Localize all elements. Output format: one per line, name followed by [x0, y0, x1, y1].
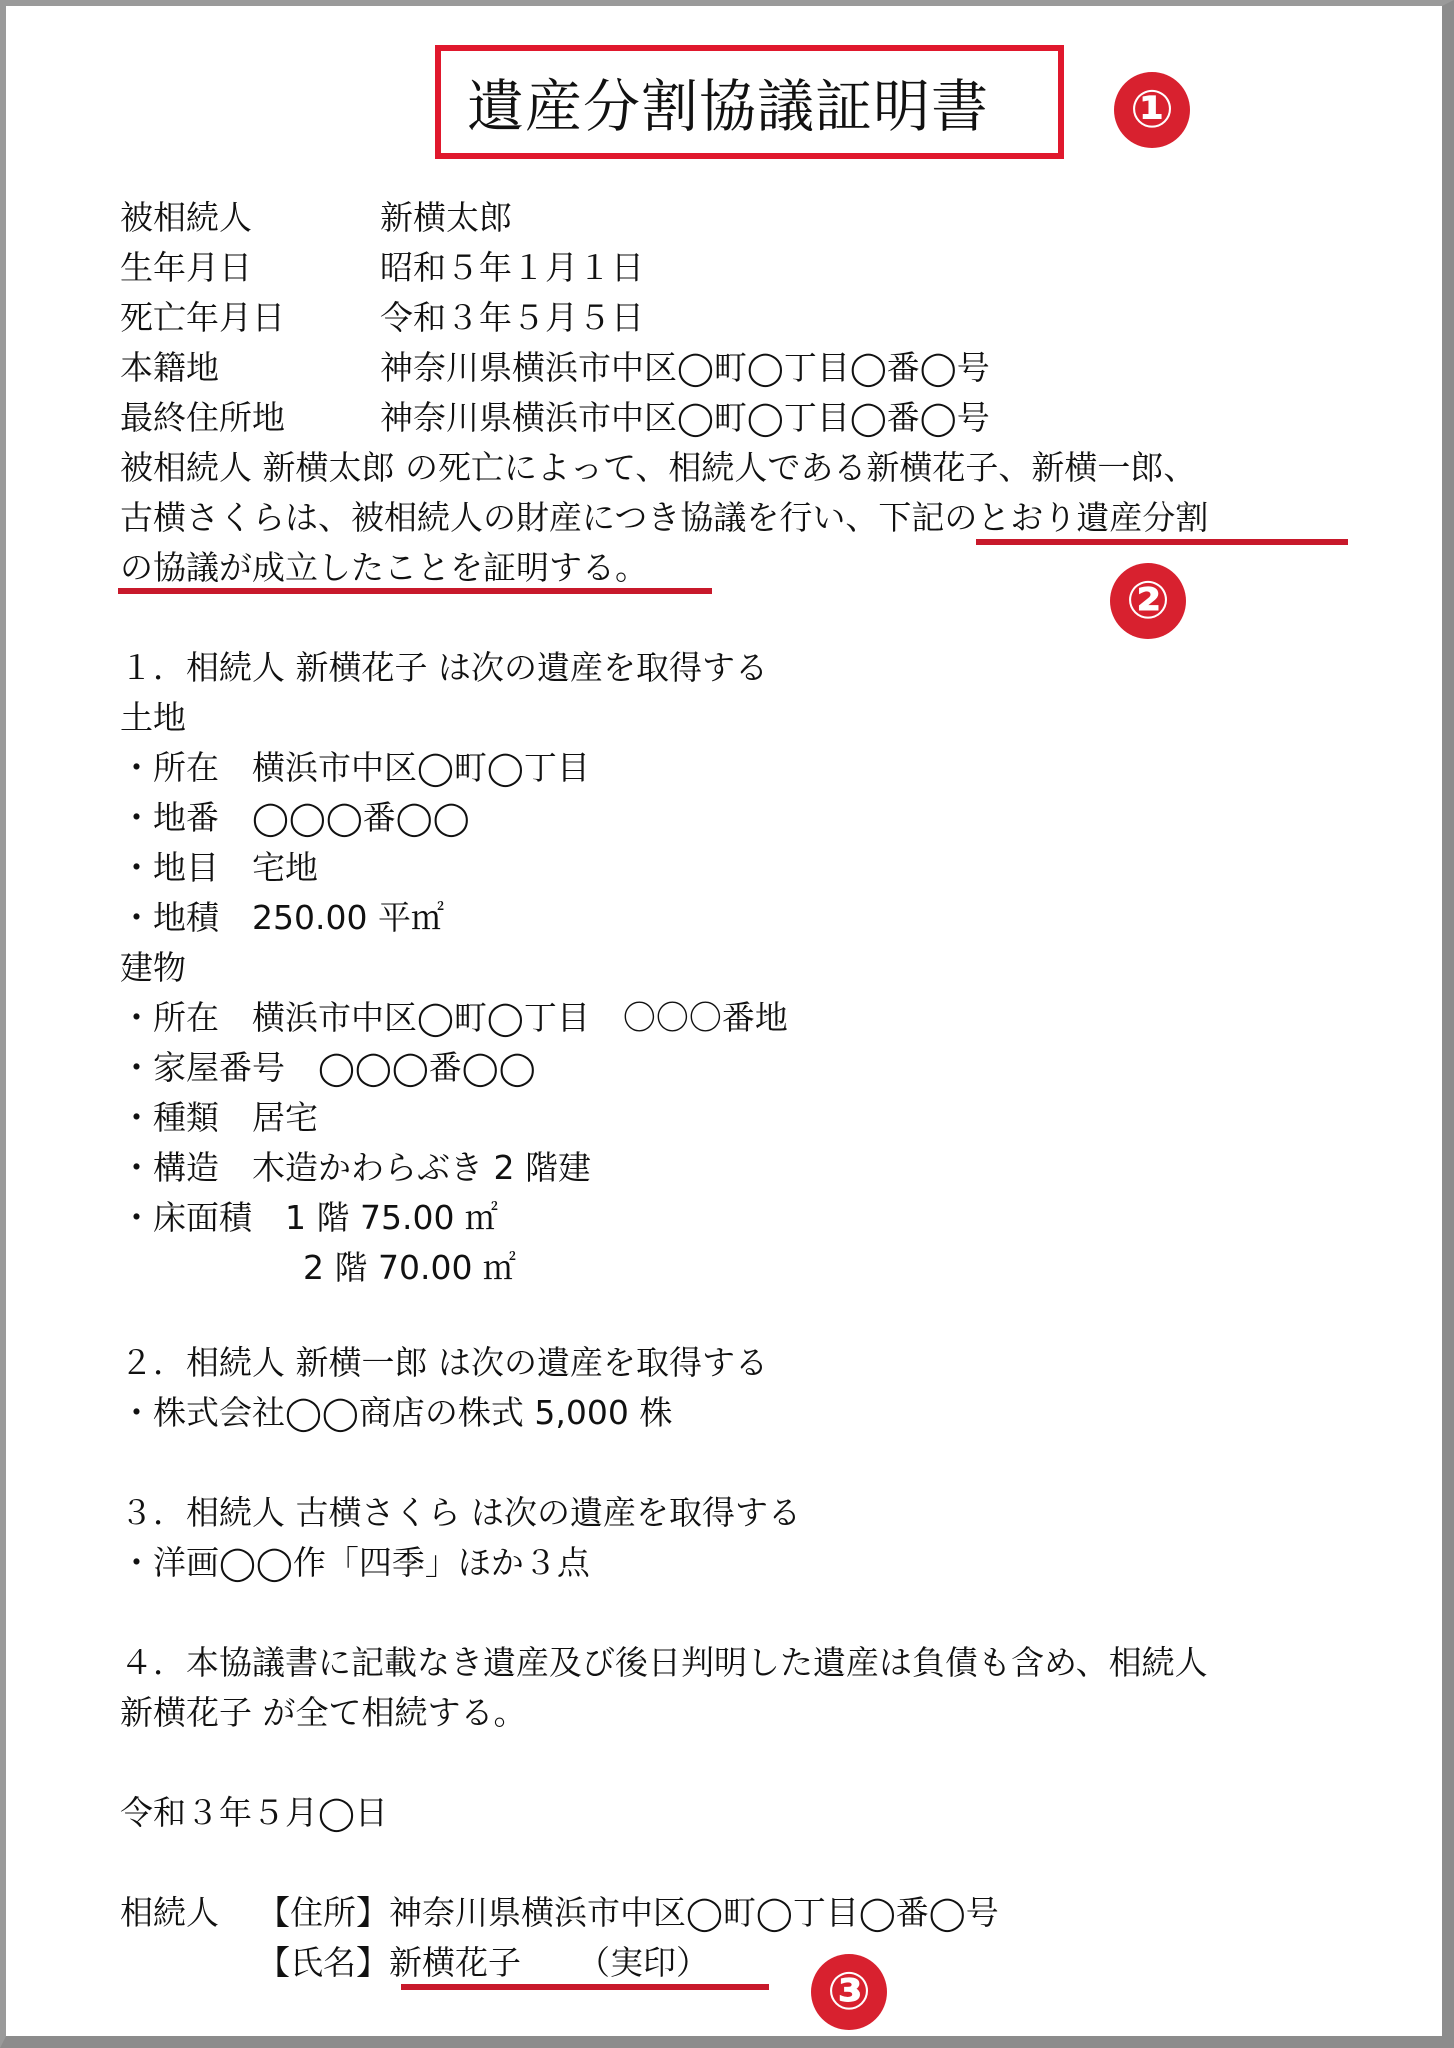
marker-3-badge: ③ [811, 1954, 887, 2030]
field-label: 最終住所地 [120, 398, 285, 437]
section-4-line-2: 新横花子 が全て相続する。 [120, 1693, 527, 1732]
address-label: 【住所】 [257, 1893, 389, 1932]
field-value: 神奈川県横浜市中区◯町◯丁目◯番◯号 [380, 398, 990, 437]
underline-3 [401, 1984, 769, 1990]
field-row-last-address [120, 398, 990, 438]
list-item: ・地目 宅地 [120, 848, 318, 887]
field-value: 新横太郎 [380, 198, 512, 237]
signature-name-row [257, 1943, 709, 1983]
section-4-line-1: ４．本協議書に記載なき遺産及び後日判明した遺産は負債も含め、相続人 [120, 1643, 1208, 1682]
statement-line-3: の協議が成立したことを証明する。 [120, 548, 648, 587]
field-row-domicile [120, 348, 990, 388]
field-row-birthdate [120, 248, 644, 288]
list-item: ・床面積 1 階 75.00 ㎡ [120, 1198, 498, 1237]
statement-underlined-text: 下記のとおり遺産分割 [878, 498, 1209, 537]
list-item: ・所在 横浜市中区◯町◯丁目 [120, 748, 590, 787]
field-value: 神奈川県横浜市中区◯町◯丁目◯番◯号 [380, 348, 990, 387]
land-heading: 土地 [120, 698, 186, 737]
list-item: ・株式会社◯◯商店の株式 5,000 株 [120, 1393, 673, 1432]
underline-2b [118, 588, 712, 594]
marker-1-badge: ① [1114, 72, 1190, 148]
section-1-heading: １．相続人 新横花子 は次の遺産を取得する [120, 648, 768, 687]
address-value: 神奈川県横浜市中区◯町◯丁目◯番◯号 [389, 1893, 999, 1932]
statement-text: 古横さくらは、被相続人の財産につき協議を行い、 [120, 498, 879, 537]
document-date: 令和３年５月◯日 [120, 1793, 388, 1832]
list-item: ・地積 250.00 平㎡ [120, 898, 444, 937]
seal-text: （実印） [577, 1943, 709, 1982]
title-box [435, 45, 1064, 159]
marker-2-badge: ② [1110, 563, 1186, 639]
floor-area-line-2: 2 階 70.00 ㎡ [303, 1248, 516, 1287]
field-row-death-date [120, 298, 644, 338]
signature-role: 相続人 [120, 1893, 219, 1932]
section-2-heading: ２．相続人 新横一郎 は次の遺産を取得する [120, 1343, 768, 1382]
name-label: 【氏名】 [257, 1943, 389, 1982]
field-value: 昭和５年１月１日 [380, 248, 644, 287]
list-item: ・所在 横浜市中区◯町◯丁目 〇〇〇番地 [120, 998, 788, 1037]
document-title: 遺産分割協議証明書 [467, 74, 989, 140]
signature-address-row [120, 1893, 999, 1933]
list-item: ・家屋番号 ◯◯◯番◯◯ [120, 1048, 536, 1087]
section-3-heading: ３．相続人 古横さくら は次の遺産を取得する [120, 1493, 801, 1532]
field-label: 生年月日 [120, 248, 252, 287]
statement-line-1: 被相続人 新横太郎 の死亡によって、相続人である新横花子、新横一郎、 [120, 448, 1197, 487]
field-label: 被相続人 [120, 198, 252, 237]
list-item: ・洋画◯◯作「四季」ほか３点 [120, 1543, 590, 1582]
field-label: 本籍地 [120, 348, 219, 387]
building-heading: 建物 [120, 948, 186, 987]
field-value: 令和３年５月５日 [380, 298, 644, 337]
list-item: ・種類 居宅 [120, 1098, 318, 1137]
statement-line-2 [120, 498, 1208, 538]
name-value: 新横花子 [389, 1943, 521, 1982]
underline-2a [976, 539, 1348, 545]
list-item: ・地番 ◯◯◯番◯◯ [120, 798, 470, 837]
list-item: ・構造 木造かわらぶき 2 階建 [120, 1148, 591, 1187]
field-label: 死亡年月日 [120, 298, 285, 337]
field-row-deceased [120, 198, 512, 238]
